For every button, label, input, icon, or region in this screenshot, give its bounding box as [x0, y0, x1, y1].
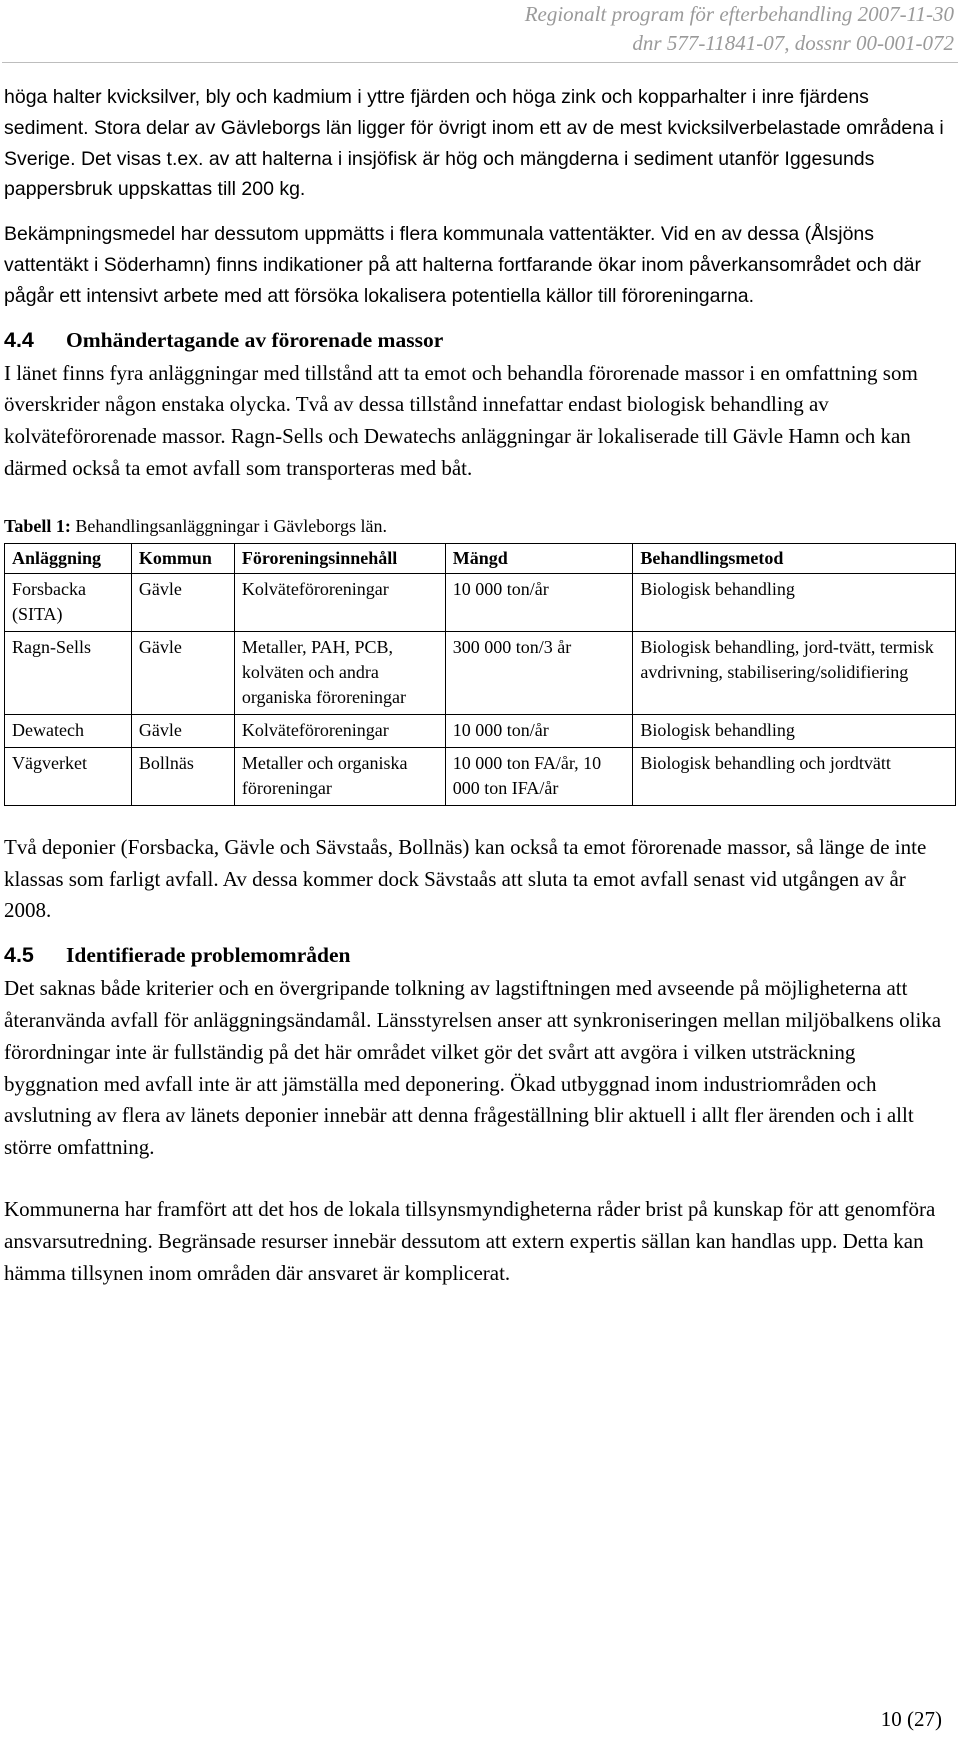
table-cell: 10 000 ton/år: [445, 714, 633, 747]
table-cell: Biologisk behandling: [633, 714, 956, 747]
header-line-1: Regionalt program för efterbehandling 2007-11-30: [524, 2, 954, 26]
table-header-row: [5, 543, 956, 573]
table-cell: Metaller, PAH, PCB, kolväten och andra organiska föroreningar: [234, 631, 445, 714]
table-row: [5, 747, 956, 805]
table-cell: Gävle: [131, 714, 234, 747]
table-cell: Kolväteföroreningar: [234, 714, 445, 747]
column-header: Anläggning: [5, 543, 132, 573]
table-caption: [4, 515, 954, 537]
header-line-2: dnr 577-11841-07, dossnr 00-001-072: [632, 31, 954, 55]
section-title: Identifierade problemområden: [66, 943, 351, 968]
table-row: [5, 573, 956, 631]
table-row: [5, 631, 956, 714]
paragraph: Två deponier (Forsbacka, Gävle och Sävstaås, Bollnäs) kan också ta emot förorenade massor, så länge de inte klassas som farligt avfall. Av dessa kommer dock Sävstaås att sluta ta emot avfall senast vid utgången av år 2008.: [4, 834, 927, 923]
table-cell: 300 000 ton/3 år: [445, 631, 633, 714]
document-body: [4, 82, 954, 1289]
section-number: 4.5: [4, 943, 34, 968]
table-cell: Dewatech: [5, 714, 132, 747]
paragraph: [4, 219, 954, 311]
page-header: [525, 0, 954, 58]
section-heading-4-4: [4, 324, 954, 356]
table-cell: Gävle: [131, 631, 234, 714]
table-cell: Bollnäs: [131, 747, 234, 805]
section-number: 4.4: [4, 327, 34, 352]
header-divider: [2, 62, 958, 63]
section-title: Omhändertagande av förorenade massor: [66, 327, 444, 352]
table-cell: Biologisk behandling, jord-tvätt, termisk avdrivning, stabilisering/solidifiering: [633, 631, 956, 714]
table-cell: 10 000 ton/år: [445, 573, 633, 631]
column-header: Föroreningsinnehåll: [234, 543, 445, 573]
table-cell: Ragn-Sells: [5, 631, 132, 714]
table-cell: Forsbacka (SITA): [5, 573, 132, 631]
table-cell: Metaller och organiska föroreningar: [234, 747, 445, 805]
paragraph: Det saknas både kriterier och en övergripande tolkning av lagstiftningen med avseende på möjligheterna att återanvända avfall för anläggningsändamål. Länsstyrelsen anser att synkroniseringen mellan miljöbalkens olika förordningar inte är fullständig på det här området vilket gör det svårt att avgöra i vilken utsträckning byggnation med avfall inte är att jämställa med deponering. Ökad utbyggnad inom industriområden och avslutning av flera av länets deponier innebär att denna frågeställning blir aktuell i allt fler ärenden och i allt större omfattning.: [4, 976, 942, 1160]
treatment-facilities-table: [4, 543, 956, 806]
table-cell: Vägverket: [5, 747, 132, 805]
table-cell: Kolväteföroreningar: [234, 573, 445, 631]
table-cell: Biologisk behandling och jordtvätt: [633, 747, 956, 805]
table-cell: Biologisk behandling: [633, 573, 956, 631]
table-row: [5, 714, 956, 747]
table-cell: Gävle: [131, 573, 234, 631]
caption-label: Tabell 1:: [4, 515, 71, 536]
paragraph-sentence: Bekämpningsmedel har dessutom uppmätts i flera kommunala vattentäkter.: [4, 223, 656, 246]
paragraph: höga halter kvicksilver, bly och kadmium i yttre fjärden och höga zink och kopparhalter i inre fjärdens sediment. Stora delar av Gävleborgs län ligger för övrigt inom ett av de mest kvicksilverbelastade områdena i Sverige. Det visas t.ex. av att halterna i insjöfisk är hög och mängderna i sediment utanför Iggesunds pappersbruk uppskattas till 200 kg.: [4, 86, 944, 201]
column-header: Kommun: [131, 543, 234, 573]
column-header: Mängd: [445, 543, 633, 573]
paragraph: Kommunerna har framfört att det hos de lokala tillsynsmyndigheterna råder brist på kunskap för att genomföra ansvarsutredning. Begränsade resurser innebär dessutom att extern expertis sällan kan handlas upp. Detta kan hämma tillsynen inom områden där ansvaret är komplicerat.: [4, 1196, 936, 1285]
caption-text: Behandlingsanläggningar i Gävleborgs län.: [75, 515, 387, 536]
page-number: 10 (27): [880, 1707, 942, 1731]
table-cell: 10 000 ton FA/år, 10 000 ton IFA/år: [445, 747, 633, 805]
paragraph: I länet finns fyra anläggningar med tillstånd att ta emot och behandla förorenade massor i en omfattning som överskrider någon enstaka olycka. Två av dessa tillstånd innefattar endast biologisk behandling av kolväteförorenade massor. Ragn-Sells och Dewatechs anläggningar är lokaliserade till Gävle Hamn och kan därmed också ta emot avfall som transporteras med båt.: [4, 360, 918, 480]
section-heading-4-5: [4, 939, 954, 971]
column-header: Behandlingsmetod: [633, 543, 956, 573]
paragraph-sentence: Vid en av dessa (Ålsjöns vattentäkt i Söderhamn) finns indikationer på att halterna fortfarande ökar inom påverkansområdet och där pågår ett intensivt arbete med att försöka lokalisera potentiella källor till föroreningarna.: [4, 223, 922, 307]
